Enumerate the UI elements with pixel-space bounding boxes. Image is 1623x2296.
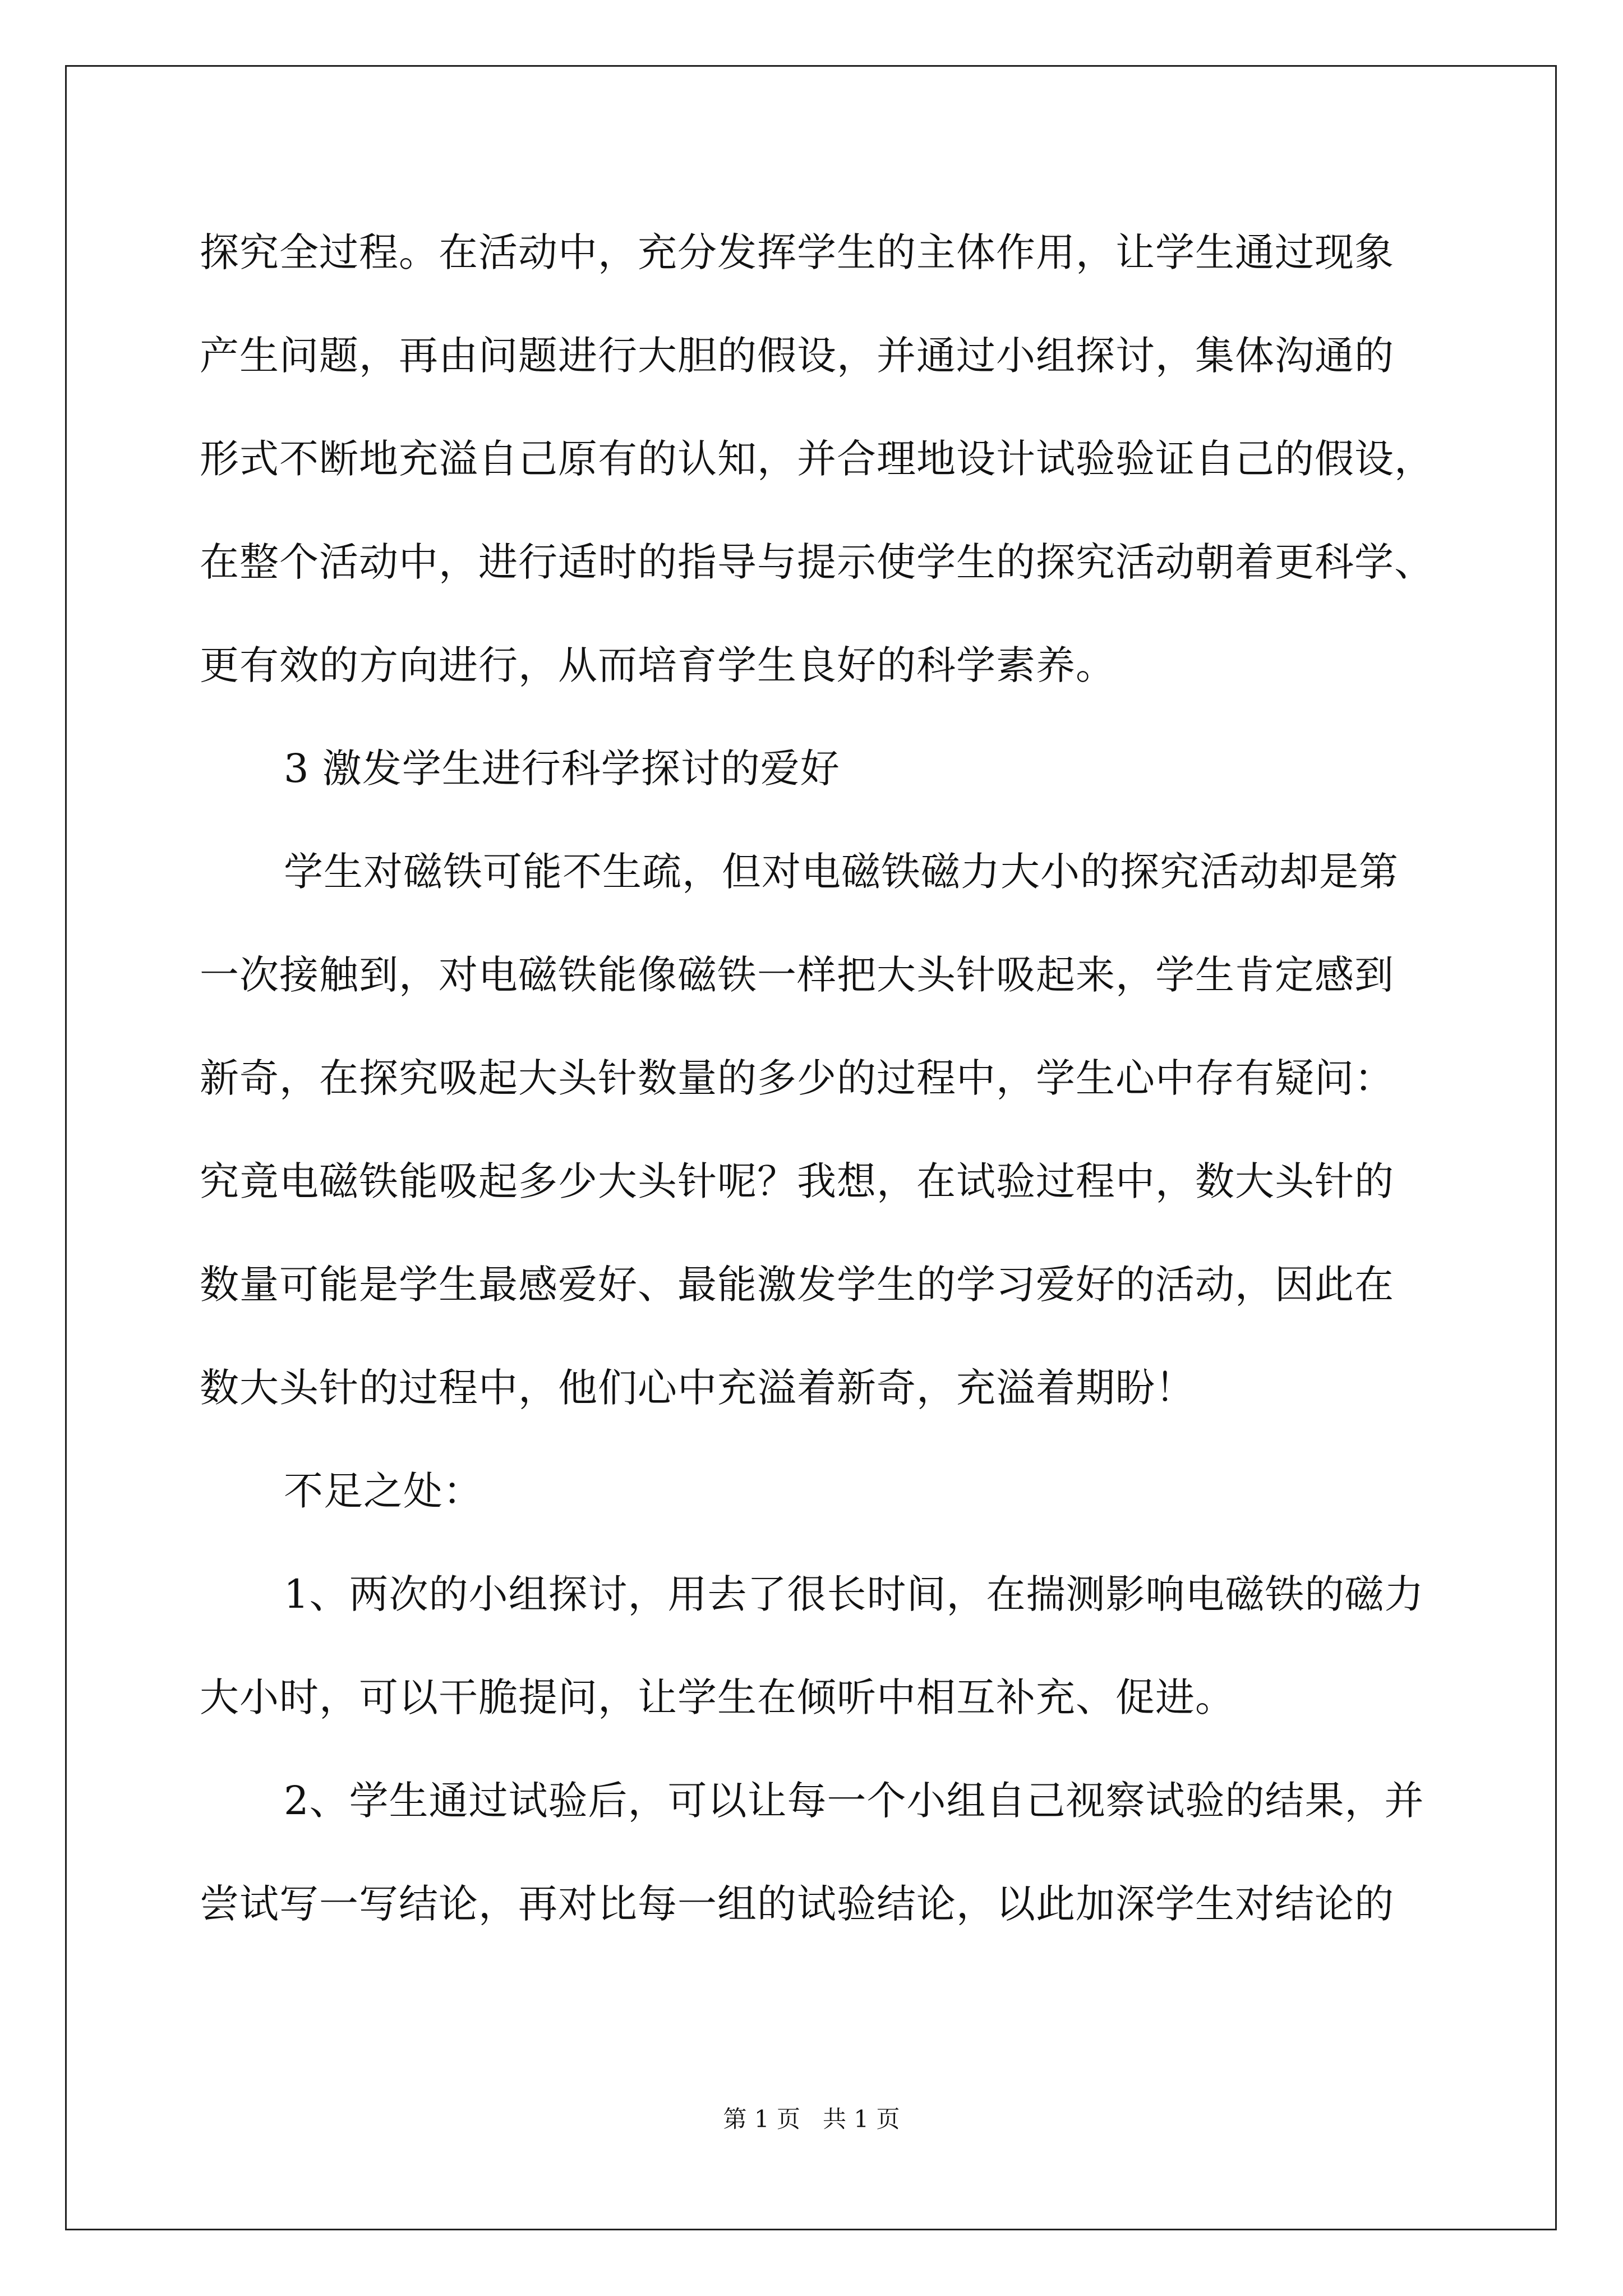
section-heading: 3 激发学生进行科学探讨的爱好 [284,746,840,792]
text-line: 在整个活动中，进行适时的指导与提示使学生的探究活动朝着更科学、 [200,539,1434,585]
text-line: 新奇，在探究吸起大头针数量的多少的过程中，学生心中存有疑问： [200,1055,1394,1101]
document-body [200,201,1456,1955]
text-line: 尝试写一写结论，再对比每一组的试验结论，以此加深学生对结论的 [200,1881,1394,1927]
section-heading: 不足之处： [284,1468,483,1514]
text-line: 数量可能是学生最感爱好、最能激发学生的学习爱好的活动，因此在 [200,1262,1394,1308]
text-line: 产生问题，再由问题进行大胆的假设，并通过小组探讨，集体沟通的 [200,333,1394,379]
text-line: 大小时，可以干脆提问，让学生在倾听中相互补充、促进。 [200,1674,1235,1720]
text-line: 究竟电磁铁能吸起多少大头针呢？我想，在试验过程中，数大头针的 [200,1158,1394,1204]
text-line: 探究全过程。在活动中，充分发挥学生的主体作用，让学生通过现象 [200,229,1394,275]
text-line: 更有效的方向进行，从而培育学生良好的科学素养。 [200,642,1115,688]
text-line: 学生对磁铁可能不生疏，但对电磁铁磁力大小的探究活动却是第 [284,849,1399,895]
list-item: 2、学生通过试验后，可以让每一个小组自己视察试验的结果，并 [284,1778,1424,1824]
list-item: 1、两次的小组探讨，用去了很长时间，在揣测影响电磁铁的磁力 [284,1571,1424,1617]
page-footer: 第 1 页 共 1 页 [723,2105,900,2133]
text-line: 数大头针的过程中，他们心中充溢着新奇，充溢着期盼！ [200,1365,1195,1411]
text-line: 形式不断地充溢自己原有的认知，并合理地设计试验验证自己的假设， [200,436,1434,482]
text-line: 一次接触到，对电磁铁能像磁铁一样把大头针吸起来，学生肯定感到 [200,952,1394,998]
